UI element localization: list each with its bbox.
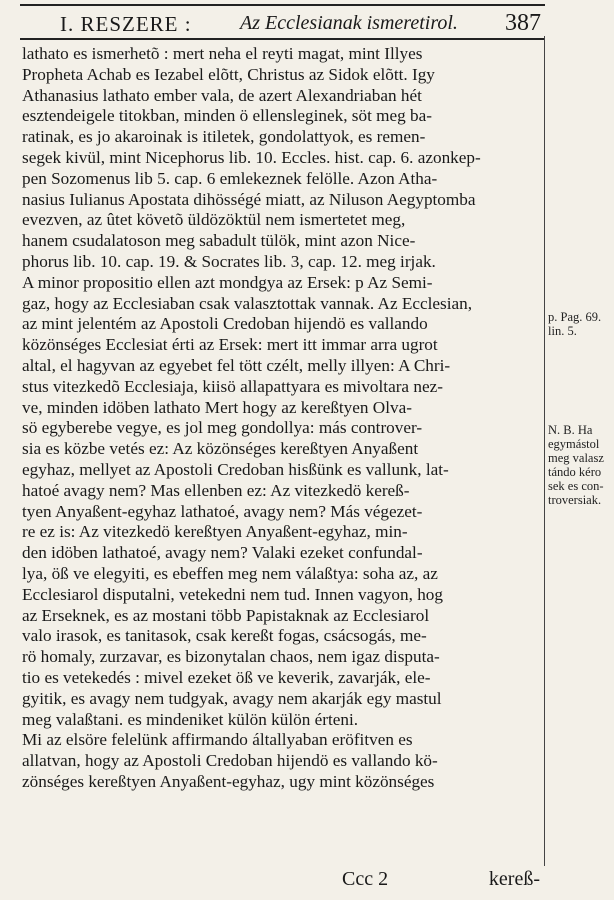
text-line: gyitik, es avagy nem tudgyak, avagy nem akarják egy mastul [22, 688, 442, 708]
text-line: hanem csudalatoson meg sabadult tülök, mint azon Nice- [22, 231, 416, 251]
text-line: re ez is: Az vitezkedö kereßtyen Anyaßent-egyhaz, min- [22, 522, 408, 542]
text-line: ve, minden idöben lathato Mert hogy az kereßtyen Olva- [22, 397, 412, 417]
text-line: hatoé avagy nem? Mas ellenben ez: Az vitezkedö kereß- [22, 480, 410, 500]
text-line: tio es vetekedés : mivel ezeket öß ve keverik, zavarják, ele- [22, 667, 431, 687]
text-line: lathato es ismerhetõ : mert neha el reyti magat, mint Illyes [22, 44, 423, 63]
catchword: kereß- [488, 868, 540, 890]
text-line: phorus lib. 10. cap. 19. & Socrates lib. 3, cap. 12. meg irjak. [22, 251, 436, 271]
text-line: segek kivül, mint Nicephorus lib. 10. Eccles. hist. cap. 6. azonkep- [22, 147, 481, 167]
text-line: pen Sozomenus lib 5. cap. 6 emlekeznek felölle. Azon Atha- [22, 168, 438, 188]
section-label: I. RESZERE : [60, 12, 192, 36]
running-title: Az Ecclesianak ismeretirol. [240, 12, 458, 34]
body-text [22, 44, 542, 793]
text-line: sö egyberebe vegye, es jol meg gondollya: más controver- [22, 418, 423, 438]
text-line: rö homaly, zurzavar, es bizonytalan chaos, nem igaz disputa- [22, 647, 440, 667]
margin-note-line: p. Pag. 69. [548, 310, 602, 324]
page-number: 387 [505, 10, 541, 36]
text-line: A minor propositio ellen azt mondgya az Ersek: p Az Semi- [22, 272, 433, 292]
text-line: stus vitezkedõ Ecclesiaja, kiisö allapattyara es mivoltara nez- [22, 376, 443, 396]
text-line: tyen Anyaßent-egyhaz lathatoé, avagy nem? Más végezet- [22, 501, 423, 521]
running-header [20, 4, 545, 40]
text-line: Propheta Achab es Iezabel elõtt, Christus az Sidok elõtt. Igy [22, 64, 435, 84]
text-line: egyhaz, mellyet az Apostoli Credoban hisßünk es vallunk, lat- [22, 459, 449, 479]
margin-note-line: tándo kéro [548, 465, 602, 479]
margin-note-line: N. B. Ha [548, 423, 593, 437]
text-line: lya, öß ve elegyiti, es ebeffen meg nem válaßtya: soha az, az [22, 563, 438, 583]
text-line: Mi az elsöre felelünk affirmando általlyaban eröfitven es [22, 730, 413, 750]
margin-note-line: sek es con- [548, 479, 604, 493]
text-line: Athanasius lathato ember vala, de azert Alexandriaban hét [22, 85, 422, 105]
text-line: evezven, az ûtet követõ üldözöktül nem ismertetet meg, [22, 210, 406, 230]
text-line: sia es közbe vetés ez: Az közönséges kereßtyen Anyaßent [22, 439, 419, 459]
text-line: esztendeigele titokban, minden ö ellensleginek, söt meg ba- [22, 106, 432, 126]
margin-note-reference [548, 310, 614, 338]
margin-note-line: meg valasz [548, 451, 604, 465]
text-line: valo irasok, es tanitasok, csak kereßt fogas, csácsogás, me- [22, 626, 427, 646]
text-line: den idöben lathatoé, avagy nem? Valaki ezeket confundal- [22, 543, 423, 563]
margin-rule [544, 36, 545, 866]
text-line: Ecclesiarol disputalni, vetekedni nem tud. Innen vagyon, hog [22, 584, 443, 604]
text-line: gaz, hogy az Ecclesiaban csak valasztottak vannak. Az Ecclesian, [22, 293, 473, 313]
margin-note-line: troversiak. [548, 493, 602, 507]
text-line: közönséges Ecclesiat érti az Ersek: mert itt immar arra ugrot [22, 335, 438, 355]
margin-note-nb [548, 423, 614, 507]
text-line: altal, el hagyvan az egyebet fel tött czélt, melly illyen: A Chri- [22, 355, 451, 375]
margin-note-line: lin. 5. [548, 324, 577, 338]
text-line: zönséges kereßtyen Anyaßent-egyhaz, ugy mint közönséges [22, 771, 435, 791]
text-line: allatvan, hogy az Apostoli Credoban hijendö es vallando kö- [22, 751, 438, 771]
text-line: az mint jelentém az Apostoli Credoban hijendö es vallando [22, 314, 428, 334]
page-footer [300, 868, 540, 892]
text-line: ratinak, es jo akaroinak is itiletek, gondolattyok, es remen- [22, 127, 426, 147]
text-line: nasius Iulianus Apostata dihösségé miatt, az Niluson Aegyptomba [22, 189, 476, 209]
signature-mark: Ccc 2 [342, 868, 389, 890]
margin-note-line: egymástol [548, 437, 600, 451]
text-line: meg valaßtani. es mindeniket külön külön érteni. [22, 709, 359, 729]
text-line: az Erseknek, es az mostani több Papistaknak az Ecclesiarol [22, 605, 430, 625]
